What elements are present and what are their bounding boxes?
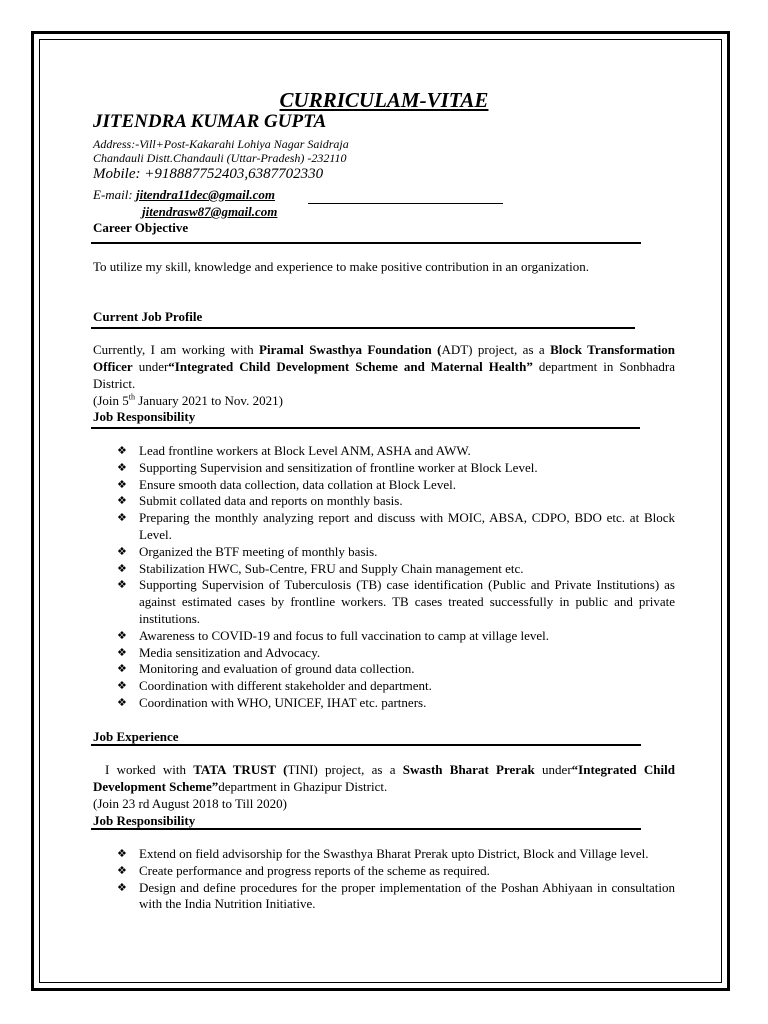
- address-line-1: Address:-Vill+Post-Kakarahi Lohiya Nagar Saidraja: [93, 137, 349, 151]
- bullet-icon: ❖: [117, 544, 127, 558]
- text-run: Currently, I am working with: [93, 342, 260, 357]
- job-role: Swasth Bharat Prerak: [402, 762, 535, 777]
- email-row-2: [142, 204, 277, 220]
- document-title: CURRICULAM-VITAE: [279, 88, 489, 112]
- current-job-heading: Current Job Profile: [93, 309, 203, 324]
- text-run: I worked with: [105, 762, 194, 777]
- organization-name: TATA TRUST (: [193, 762, 288, 777]
- bullet-icon: ❖: [117, 460, 127, 474]
- bullet-icon: ❖: [117, 628, 127, 642]
- responsibility-text: Create performance and progress reports of the scheme as required.: [139, 862, 490, 878]
- section-rule: [91, 242, 641, 244]
- section-rule: [91, 744, 641, 746]
- organization-name: Piramal Swasthya Foundation (: [259, 342, 442, 357]
- bullet-icon: ❖: [117, 662, 127, 676]
- responsibility-item: [117, 661, 675, 678]
- text-run: department in Ghazipur District.: [218, 778, 388, 794]
- responsibility-text: Ensure smooth data collection, data collation at Block Level.: [139, 476, 456, 492]
- current-job-description: [93, 342, 675, 392]
- bullet-icon: ❖: [117, 863, 127, 877]
- responsibility-item: [117, 477, 675, 494]
- responsibility-text: Media sensitization and Advocacy.: [139, 644, 321, 660]
- text-run: (Join 5: [93, 393, 129, 408]
- bullet-icon: ❖: [117, 645, 127, 659]
- job-responsibility-heading: Job Responsibility: [93, 409, 196, 424]
- text-run: ADT) project, as a: [441, 342, 551, 357]
- responsibility-text: Coordination with WHO, UNICEF, IHAT etc. partners.: [139, 694, 427, 710]
- bullet-icon: ❖: [117, 494, 127, 508]
- responsibility-item: [117, 863, 675, 880]
- job-responsibility-heading: Job Responsibility: [93, 813, 196, 828]
- address-line-2: Chandauli Distt.Chandauli (Uttar-Pradesh) -232110: [93, 151, 347, 165]
- bullet-icon: ❖: [117, 561, 127, 575]
- email-link-2[interactable]: jitendrasw87@gmail.com: [142, 204, 278, 219]
- responsibility-text: Organized the BTF meeting of monthly basis.: [139, 543, 378, 559]
- current-job-responsibilities: [117, 443, 675, 712]
- section-rule: [91, 828, 641, 830]
- text-run: th: [128, 392, 135, 402]
- text-run: under: [132, 358, 169, 374]
- responsibility-text: Design and define procedures for the proper implementation of the Poshan Abhiyaan in consultation with the India Nutrition Initiative.: [139, 879, 675, 912]
- responsibility-text: Coordination with different stakeholder and department.: [139, 678, 432, 694]
- responsibility-item: [117, 443, 675, 460]
- email-link-1[interactable]: jitendra11dec@gmail.com: [135, 187, 275, 202]
- text-run: department in Sonbhadra District.: [93, 358, 675, 391]
- responsibility-text: Preparing the monthly analyzing report and discuss with MOIC, ABSA, CDPO, BDO etc. at Block Level.: [139, 510, 675, 542]
- responsibility-item: [117, 577, 675, 627]
- responsibility-item: [117, 678, 675, 695]
- email-label: E-mail:: [93, 187, 136, 202]
- responsibility-text: Submit collated data and reports on monthly basis.: [139, 493, 403, 509]
- job-experience-responsibilities: [117, 846, 675, 913]
- bullet-icon: ❖: [117, 695, 127, 709]
- candidate-name: JITENDRA KUMAR GUPTA: [93, 111, 327, 132]
- section-rule: [91, 327, 635, 329]
- bullet-icon: ❖: [117, 679, 127, 693]
- bullet-icon: ❖: [117, 511, 127, 525]
- responsibility-text: Extend on field advisorship for the Swasthya Bharat Prerak upto District, Block and Village level.: [139, 846, 649, 861]
- email-underline: [308, 203, 503, 204]
- job-experience-heading: Job Experience: [93, 729, 179, 744]
- bullet-icon: ❖: [117, 444, 127, 457]
- bullet-icon: ❖: [117, 477, 127, 491]
- bullet-icon: ❖: [117, 578, 127, 592]
- responsibility-item: [117, 846, 675, 863]
- text-run: TINI) project, as a: [287, 762, 403, 777]
- department-name: “Integrated Child Development Scheme and Maternal Health”: [168, 358, 533, 374]
- responsibility-item: [117, 695, 675, 712]
- department-name: “Integrated Child Development Scheme”: [93, 762, 675, 794]
- responsibility-text: Awareness to COVID-19 and focus to full vaccination to camp at village level.: [139, 627, 549, 643]
- career-objective-text: To utilize my skill, knowledge and experience to make positive contribution in an organization.: [93, 259, 589, 274]
- responsibility-item: [117, 460, 675, 477]
- responsibility-item: [117, 628, 675, 645]
- responsibility-item: [117, 510, 675, 544]
- responsibility-text: Supporting Supervision and sensitization of frontline worker at Block Level.: [139, 459, 538, 475]
- responsibility-text: Supporting Supervision of Tuberculosis (TB) case identification (Public and Private Institutions) as against estimated cases by frontline workers. TB cases treated successfully in public and private institutions.: [139, 577, 675, 626]
- responsibility-text: Stabilization HWC, Sub-Centre, FRU and Supply Chain management etc.: [139, 560, 524, 576]
- career-objective-heading: Career Objective: [93, 220, 189, 235]
- email-row-1: [93, 187, 275, 203]
- responsibility-text: Lead frontline workers at Block Level ANM, ASHA and AWW.: [139, 443, 471, 458]
- responsibility-item: [117, 493, 675, 510]
- responsibility-item: [117, 561, 675, 578]
- responsibility-item: [117, 645, 675, 662]
- text-run: under: [534, 762, 572, 777]
- current-job-dates: [93, 393, 675, 410]
- responsibility-item: [117, 880, 675, 914]
- responsibility-text: Monitoring and evaluation of ground data collection.: [139, 661, 415, 677]
- mobile-number: Mobile: +918887752403,6387702330: [93, 166, 324, 182]
- job-experience-dates: (Join 23 rd August 2018 to Till 2020): [93, 796, 287, 811]
- bullet-icon: ❖: [117, 880, 127, 894]
- section-rule: [91, 427, 640, 429]
- job-role: Block Transformation Officer: [93, 342, 675, 374]
- responsibility-item: [117, 544, 675, 561]
- job-experience-description: [93, 762, 675, 796]
- bullet-icon: ❖: [117, 847, 127, 860]
- text-run: January 2021 to Nov. 2021): [134, 393, 283, 408]
